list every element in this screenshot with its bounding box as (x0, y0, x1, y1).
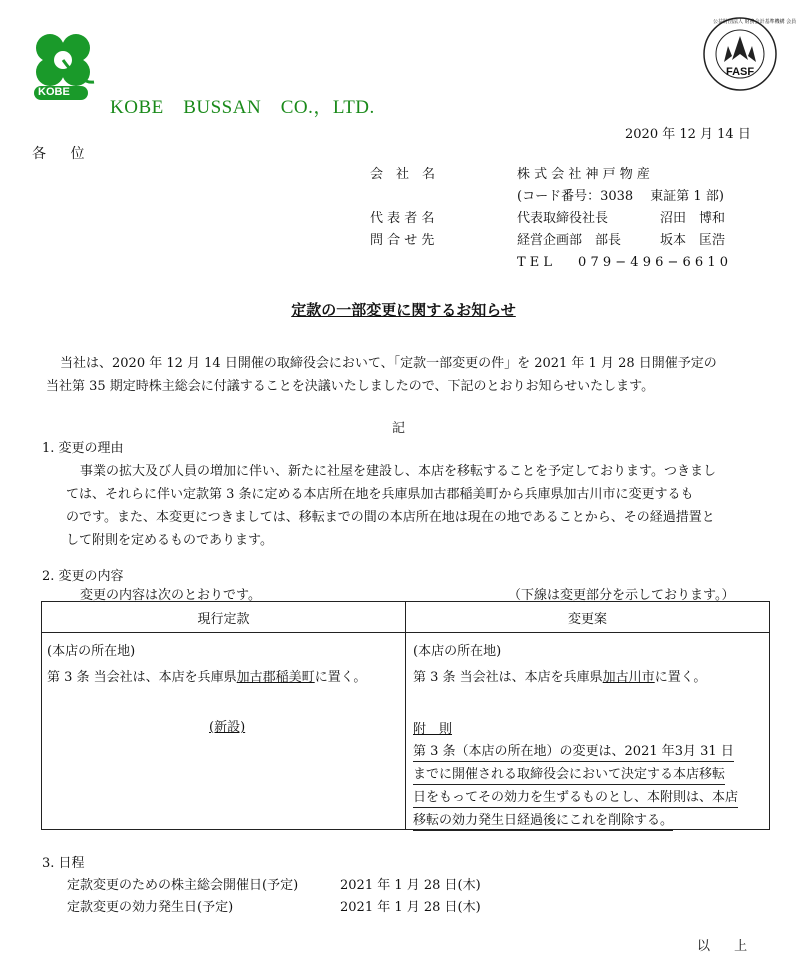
info-label: 代 表 者 名 (370, 211, 435, 226)
schedule-date: 2021 年 1 月 28 日(木) (340, 900, 481, 915)
article-text: 第 3 条 当会社は、本店を兵庫県 (413, 670, 603, 685)
fasf-text: FASF (726, 66, 755, 78)
current-article (47, 666, 366, 685)
info-value: T E L 0 7 9 − 4 9 6 − 6 6 1 0 (517, 255, 729, 270)
proposed-articles-cell (406, 633, 770, 830)
info-label: 会 社 名 (370, 167, 436, 182)
article-text: 第 3 条 当会社は、本店を兵庫県 (47, 670, 237, 685)
current-articles-cell (42, 633, 406, 830)
schedule-date: 2021 年 1 月 28 日(木) (340, 878, 481, 893)
changed-text: 加古郡稲美町 (236, 670, 315, 685)
release-date: 2020 年 12 月 14 日 (625, 127, 751, 142)
column-header-current: 現行定款 (42, 602, 406, 633)
fasf-seal (702, 16, 797, 92)
intro-line: 当社第 35 期定時株主総会に付議することを決議いたしましたので、下記のとおりお知らせいたします。 (46, 379, 655, 394)
proposed-heading: (本店の所在地) (413, 644, 502, 659)
company-name-en: KOBE BUSSAN CO.，LTD. (110, 97, 375, 118)
article-text: に置く。 (654, 670, 707, 685)
ki-mark: 記 (392, 421, 406, 436)
info-value: (コード番号：3038 東証第 1 部) (517, 189, 724, 204)
document-title: 定款の一部変更に関するお知らせ (291, 301, 516, 319)
supplementary-line: までに開催される取締役会において決定する本店移転 (413, 763, 725, 785)
section-heading: 2. 変更の内容 (42, 569, 124, 584)
supplementary-line: 移転の効力発生日経過後にこれを削除する。 (413, 809, 673, 831)
section2-sub-right: （下線は変更部分を示しております。） (508, 588, 735, 603)
company-logo (28, 24, 100, 104)
info-value: 株 式 会 社 神 戸 物 産 (517, 167, 650, 182)
info-label: 問 合 せ 先 (370, 233, 435, 248)
supplementary-line: 第 3 条（本店の所在地）の変更は、2021 年3月 31 日 (413, 740, 734, 762)
section1-line: して附則を定めるものであります。 (66, 533, 273, 548)
section1-line: ては、それらに伴い定款第 3 条に定める本店所在地を兵庫県加古郡稲美町から兵庫県加古川市に変更するも (66, 487, 694, 502)
intro-line: 当社は、2020 年 12 月 14 日開催の取締役会において、「定款一部変更の件」を 2021 年 1 月 28 日開催予定の (60, 356, 717, 371)
proposed-article (413, 666, 706, 685)
section-heading: 3. 日程 (42, 856, 85, 871)
changed-text: 加古川市 (602, 670, 655, 685)
fasf-seal-icon (702, 16, 778, 92)
current-heading: (本店の所在地) (47, 644, 136, 659)
schedule-label: 定款変更の効力発生日(予定) (67, 900, 234, 915)
new-note: (新設) (209, 720, 246, 735)
schedule-label: 定款変更のための株主総会開催日(予定) (67, 878, 299, 893)
logo-text: KOBE (38, 86, 70, 98)
section-heading: 1. 変更の理由 (42, 441, 124, 456)
fasf-ring-text: 公益財団法人 財務会計基準機構 会員 (713, 19, 797, 25)
section2-sub-left: 変更の内容は次のとおりです。 (80, 588, 261, 603)
supplementary-title: 附 則 (413, 722, 453, 737)
info-value: 代表取締役社長 沼田 博和 (517, 211, 726, 226)
section1-line: のです。また、本変更につきましては、移転までの間の本店所在地は現在の地であることから、その経過措置と (66, 510, 715, 525)
addressee: 各 位 (32, 146, 95, 162)
info-value: 経営企画部 部長 坂本 匡浩 (517, 233, 726, 248)
closing-mark: 以 上 (697, 939, 758, 954)
section1-line: 事業の拡大及び人員の増加に伴い、新たに社屋を建設し、本店を移転することを予定しております。つきまし (80, 464, 716, 479)
article-text: に置く。 (314, 670, 367, 685)
supplementary-line: 日をもってその効力を生ずるものとし、本附則は、本店 (413, 786, 738, 808)
comparison-table (41, 601, 770, 830)
column-header-proposed: 変更案 (406, 602, 770, 633)
